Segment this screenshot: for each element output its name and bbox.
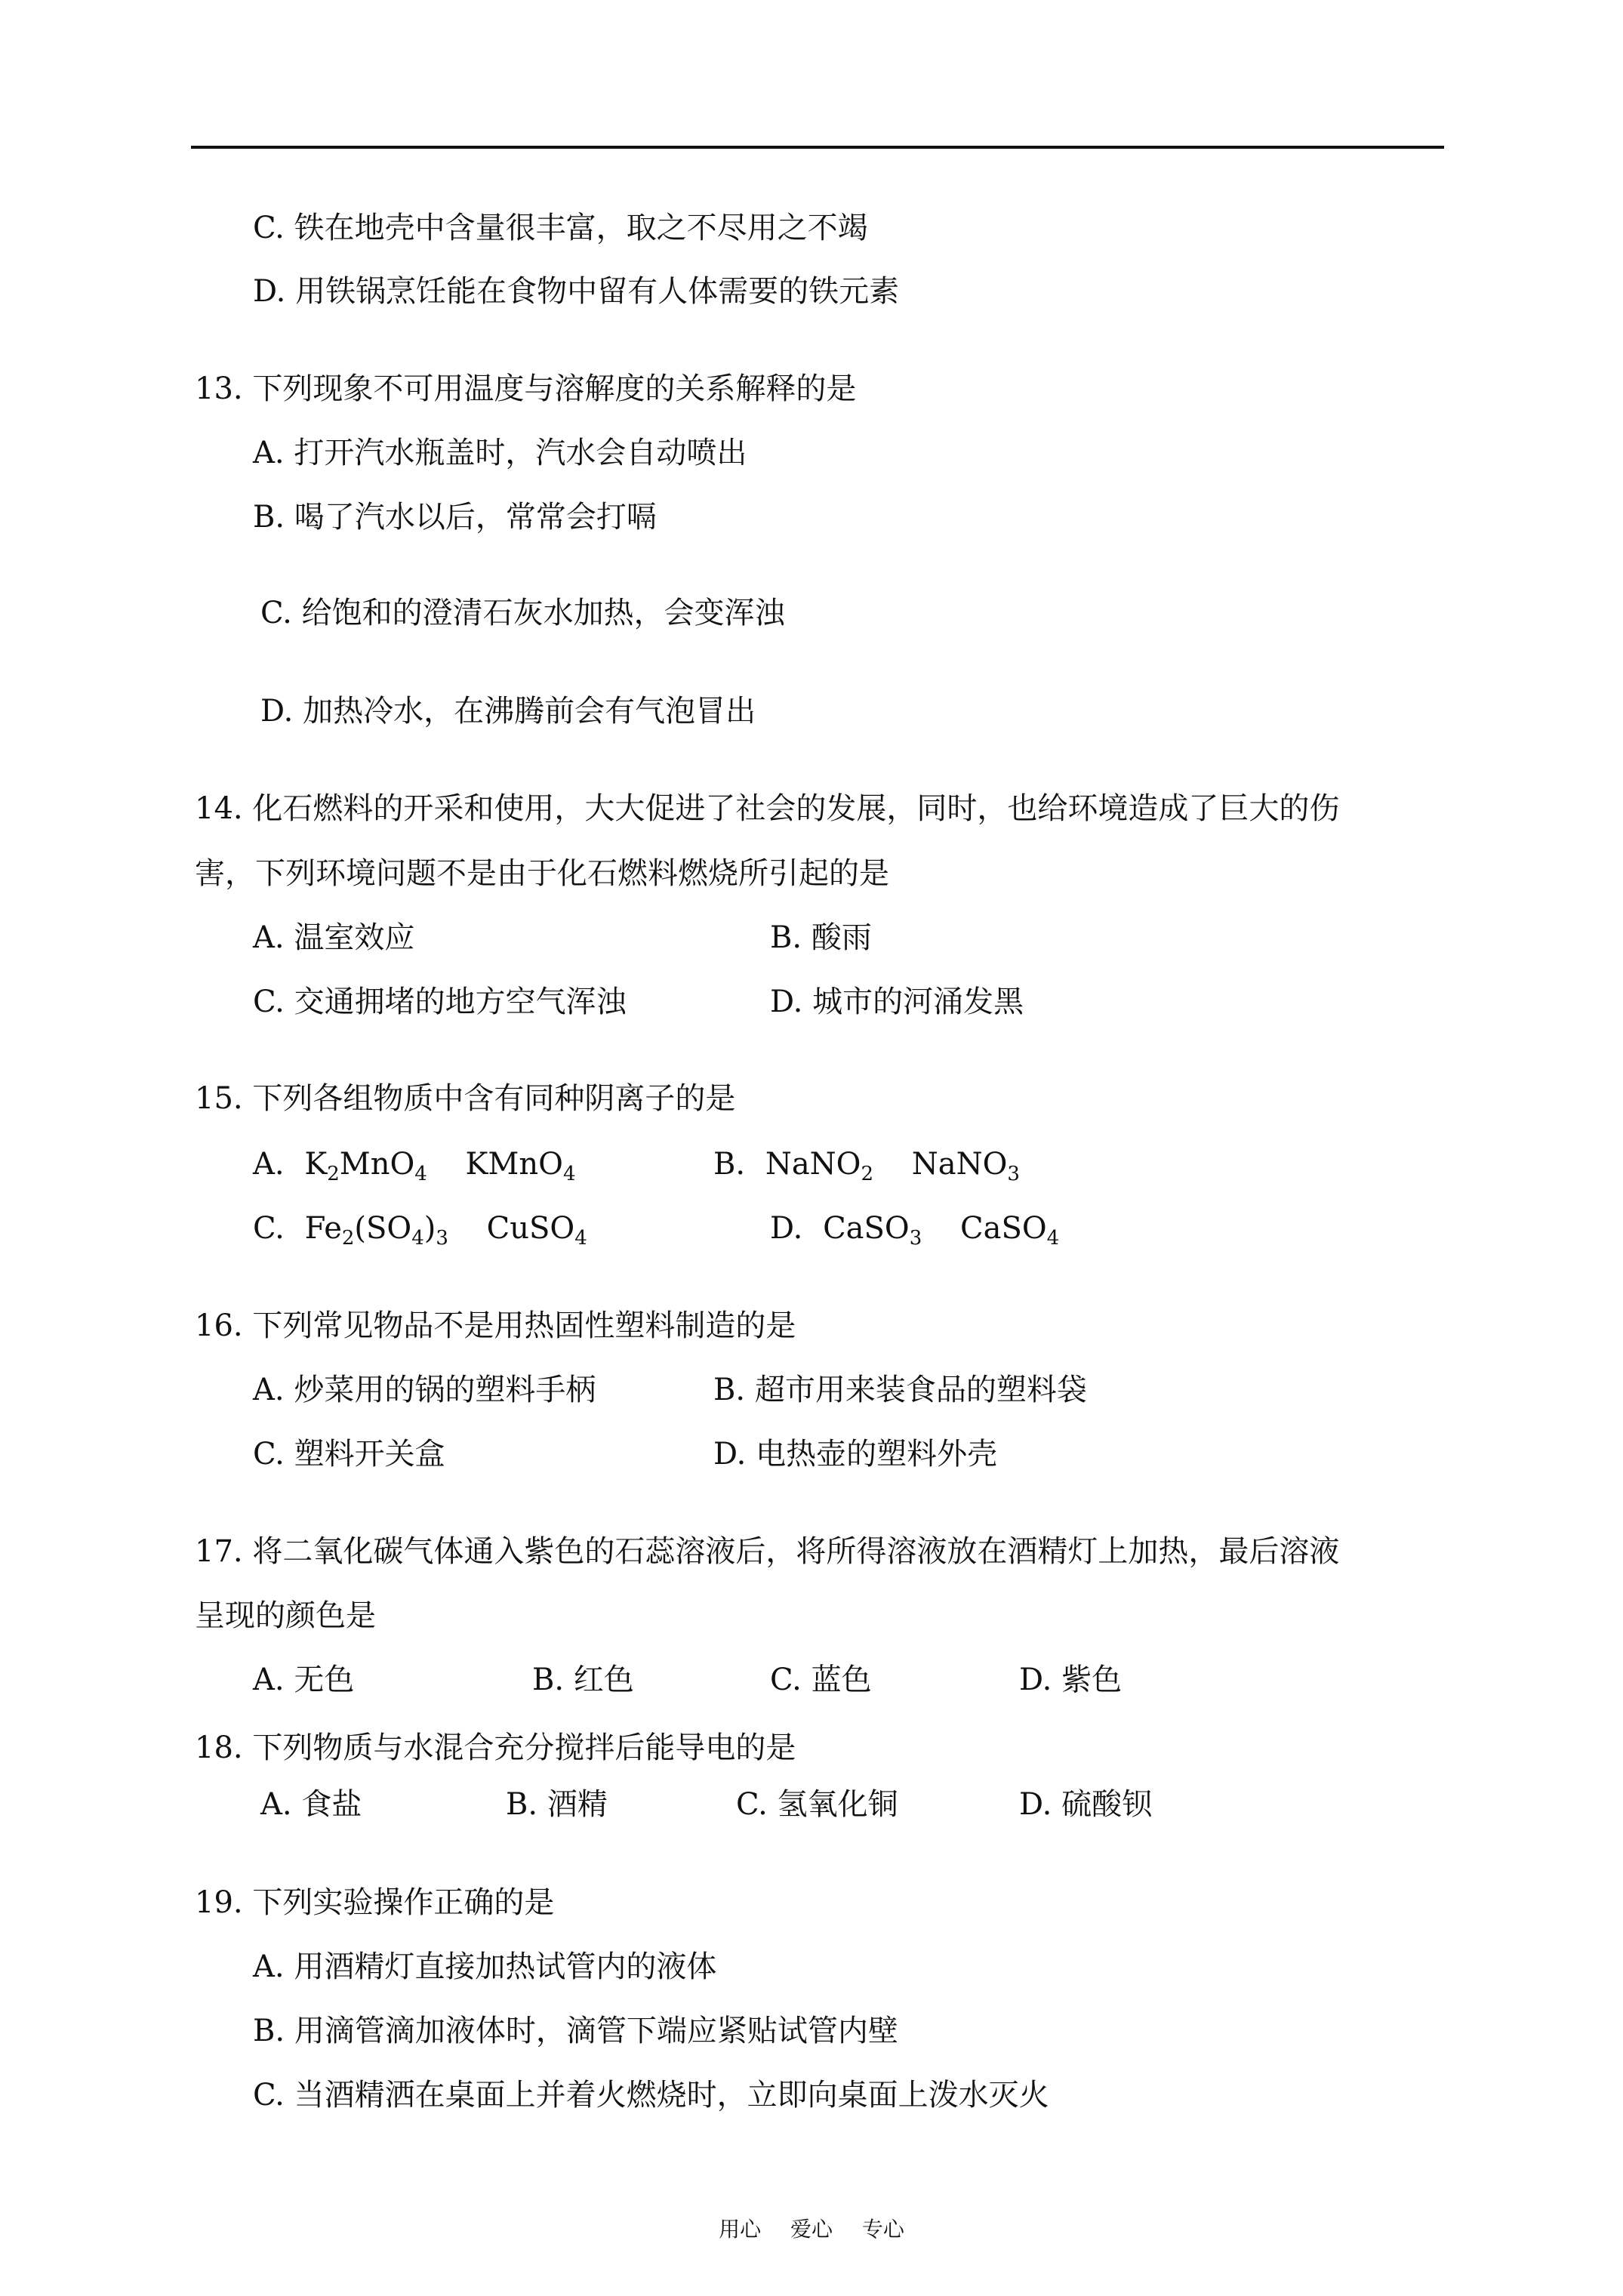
formula-nano3: NaNO$_3$	[911, 1147, 1020, 1185]
q13-option-a: A. 打开汽水瓶盖时，汽水会自动喷出	[253, 436, 747, 470]
q15-option-c-label: C.	[253, 1211, 285, 1246]
q15-option-d-label: D.	[770, 1211, 803, 1246]
q15-option-b-label: B.	[713, 1147, 746, 1182]
formula-k2mno4: $K_2MnO_4$	[304, 1147, 427, 1185]
q19-option-a: A. 用酒精灯直接加热试管内的液体	[253, 1949, 717, 1984]
q17-option-a: A. 无色	[253, 1663, 355, 1697]
q15-option-b	[713, 1145, 1020, 1183]
formula-kmno4: KMnO$_4$	[465, 1147, 576, 1185]
q16-option-c: C. 塑料开关盒	[253, 1437, 445, 1472]
q17-option-b: B. 红色	[532, 1663, 634, 1697]
q15-option-d	[770, 1210, 1060, 1250]
question-19: 19. 下列实验操作正确的是	[195, 1885, 555, 1920]
q18-option-d: D. 硫酸钡	[1019, 1787, 1153, 1822]
question-16: 16. 下列常见物品不是用热固性塑料制造的是	[195, 1308, 796, 1343]
question-17-line1: 17. 将二氧化碳气体通入紫色的石蕊溶液后，将所得溶液放在酒精灯上加热，最后溶液	[195, 1534, 1340, 1569]
q14-option-a: A. 温室效应	[253, 920, 415, 955]
q13-option-d: D. 加热冷水，在沸腾前会有气泡冒出	[260, 694, 756, 729]
q18-option-b: B. 酒精	[506, 1787, 608, 1822]
q15-option-c	[253, 1210, 587, 1250]
question-14-line1: 14. 化石燃料的开采和使用，大大促进了社会的发展，同时，也给环境造成了巨大的伤	[195, 791, 1340, 826]
formula-caso3: CaSO$_3$	[823, 1211, 922, 1250]
question-15: 15. 下列各组物质中含有同种阴离子的是	[195, 1081, 736, 1116]
question-18: 18. 下列物质与水混合充分搅拌后能导电的是	[195, 1730, 796, 1765]
q17-option-d: D. 紫色	[1019, 1663, 1123, 1697]
q17-option-c: C. 蓝色	[770, 1663, 872, 1697]
page-footer: 用心 爱心 专心	[719, 2217, 904, 2242]
question-13: 13. 下列现象不可用温度与溶解度的关系解释的是	[195, 371, 857, 406]
q14-option-c: C. 交通拥堵的地方空气浑浊	[253, 985, 627, 1019]
q19-option-b: B. 用滴管滴加液体时，滴管下端应紧贴试管内壁	[253, 2014, 898, 2048]
header-rule	[191, 146, 1444, 149]
q18-option-a: A. 食盐	[260, 1787, 362, 1822]
q14-option-b: B. 酸雨	[770, 920, 872, 955]
q13-option-b: B. 喝了汽水以后，常常会打嗝	[253, 500, 657, 535]
q12-option-d: D. 用铁锅烹饪能在食物中留有人体需要的铁元素	[253, 274, 900, 309]
formula-cuso4: CuSO$_4$	[486, 1211, 587, 1250]
formula-fe2so43: $Fe_2(SO_4)_3$	[304, 1211, 448, 1250]
q18-option-c: C. 氢氧化铜	[736, 1787, 898, 1822]
q12-option-c: C. 铁在地壳中含量很丰富，取之不尽用之不竭	[253, 211, 868, 245]
q15-option-a	[253, 1145, 576, 1183]
q15-option-a-label: A.	[253, 1147, 285, 1182]
q16-option-d: D. 电热壶的塑料外壳	[713, 1437, 998, 1472]
question-17-line2: 呈现的颜色是	[195, 1598, 376, 1633]
question-14-line2: 害，下列环境问题不是由于化石燃料燃烧所引起的是	[195, 856, 889, 891]
q16-option-b: B. 超市用来装食品的塑料袋	[713, 1373, 1087, 1407]
q19-option-c: C. 当酒精洒在桌面上并着火燃烧时，立即向桌面上泼水灭火	[253, 2078, 1049, 2113]
q16-option-a: A. 炒菜用的锅的塑料手柄	[253, 1373, 596, 1407]
q14-option-d: D. 城市的河涌发黑	[770, 985, 1024, 1019]
q13-option-c: C. 给饱和的澄清石灰水加热，会变浑浊	[260, 596, 785, 630]
formula-nano2: NaNO$_2$	[765, 1147, 874, 1185]
formula-caso4: CaSO$_4$	[960, 1211, 1060, 1250]
